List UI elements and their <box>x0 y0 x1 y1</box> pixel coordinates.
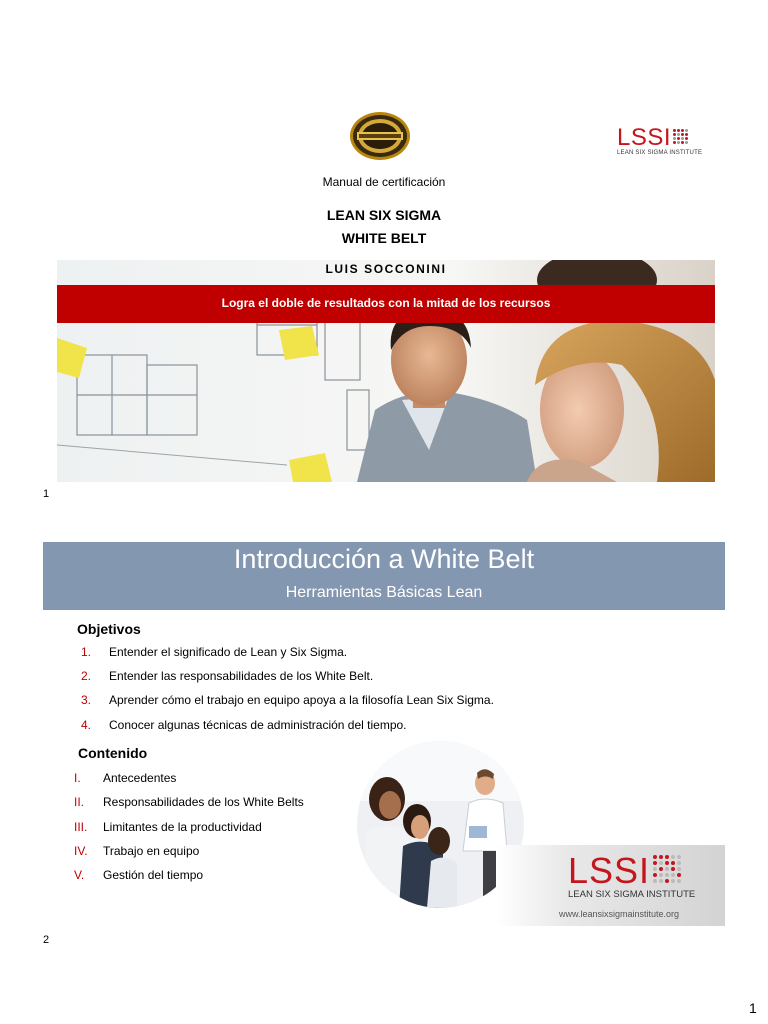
title-line-1: LEAN SIX SIGMA <box>326 207 442 223</box>
objective-text: Entender las responsabilidades de los White Belt. <box>109 669 374 683</box>
objective-text: Conocer algunas técnicas de administración del tiempo. <box>109 718 407 732</box>
objective-number: 1. <box>81 645 92 659</box>
contents-number: I. <box>74 771 81 785</box>
page-number-slide-1: 1 <box>43 488 50 500</box>
intro-title: Introducción a White Belt <box>233 544 535 574</box>
dot-grid-icon <box>653 855 681 883</box>
lssi-logo-subtitle: LEAN SIX SIGMA INSTITUTE <box>617 150 703 156</box>
lssi-card-subtitle: LEAN SIX SIGMA INSTITUTE <box>568 889 696 900</box>
title-line-2: WHITE BELT <box>341 230 427 246</box>
lssi-card-word: LSSI <box>568 850 651 891</box>
contents-number: IV. <box>74 844 88 858</box>
lssi-logo-word: LSSI <box>617 124 672 151</box>
contents-text: Gestión del tiempo <box>103 868 204 882</box>
dot-grid-icon <box>673 129 688 144</box>
contents-text: Limitantes de la productividad <box>103 820 262 834</box>
objectives-heading: Objetivos <box>77 621 141 637</box>
intro-subtitle: Herramientas Básicas Lean <box>285 584 483 601</box>
contents-number: II. <box>74 795 85 809</box>
page-number-slide-2: 2 <box>43 934 50 946</box>
lssi-website: www.leansixsigmainstitute.org <box>559 909 680 919</box>
objective-number: 2. <box>81 669 92 683</box>
objective-text: Entender el significado de Lean y Six Sigma. <box>109 645 348 659</box>
lssi-logo-card <box>496 845 725 926</box>
contents-text: Antecedentes <box>103 771 177 785</box>
author-name: LUIS SOCCONINI <box>325 262 447 276</box>
objective-number: 3. <box>81 693 92 707</box>
contents-number: V. <box>74 868 85 882</box>
contents-text: Trabajo en equipo <box>103 844 200 858</box>
objective-text: Aprender cómo el trabajo en equipo apoya a la filosofía Lean Six Sigma. <box>109 693 494 707</box>
lssi-logo-top <box>617 124 703 160</box>
certification-seal <box>349 111 411 161</box>
contents-heading: Contenido <box>78 745 148 761</box>
contents-text: Responsabilidades de los White Belts <box>103 795 304 809</box>
contents-number: III. <box>74 820 88 834</box>
manual-label: Manual de certificación <box>322 175 446 189</box>
tagline-text: Logra el doble de resultados con la mitad de los recursos <box>221 296 551 310</box>
objective-number: 4. <box>81 718 92 732</box>
document-page-number: 1 <box>749 1000 757 1016</box>
